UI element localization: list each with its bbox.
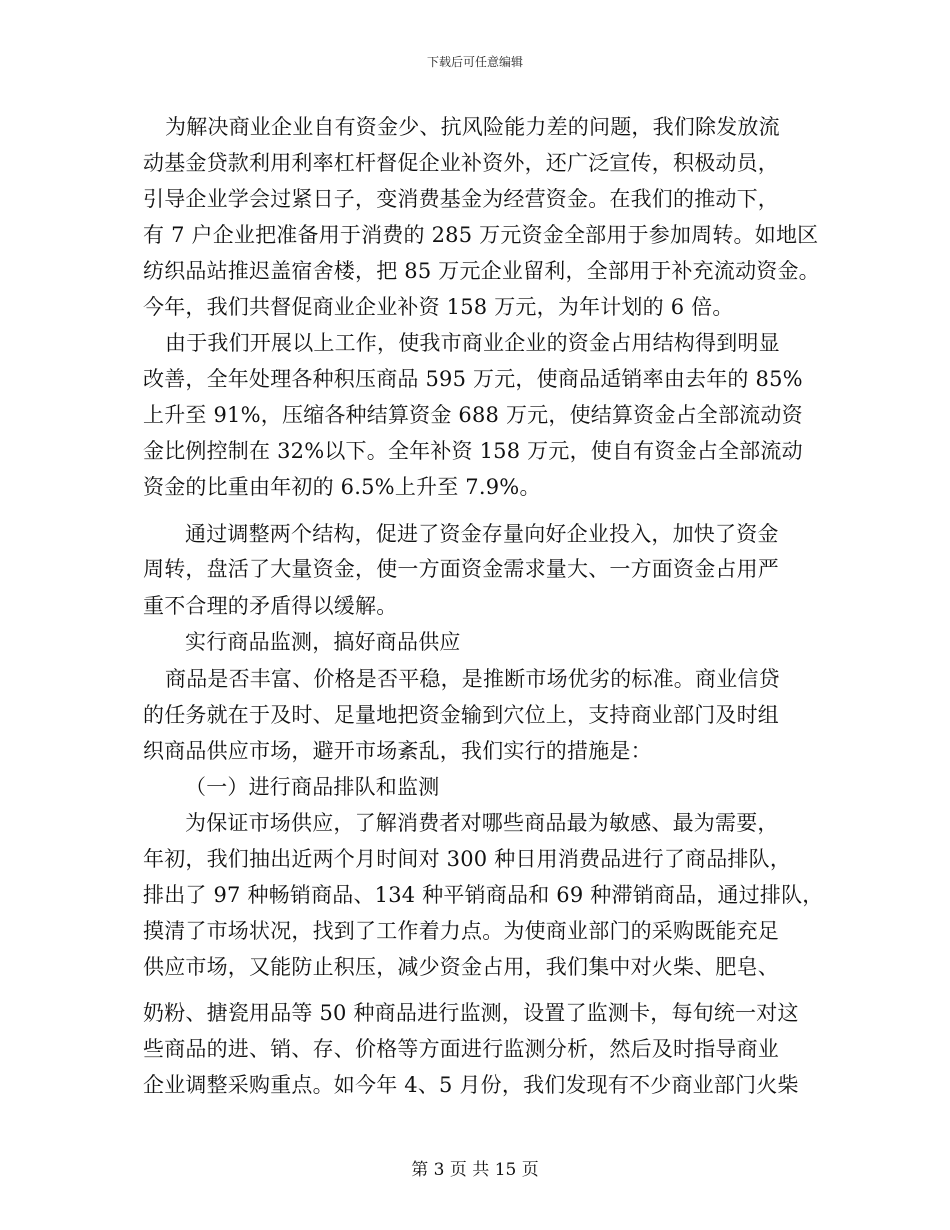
text-line: 资金的比重由年初的 6.5%上升至 7.9%。 (143, 475, 541, 499)
text-line: 金比例控制在 32%以下。全年补资 158 万元，使自有资金占全部流动 (143, 439, 803, 463)
text-line: 年初，我们抽出近两个月时间对 300 种日用消费品进行了商品排队， (143, 847, 792, 871)
text-line: 的任务就在于及时、足量地把资金输到穴位上，支持商业部门及时组 (143, 703, 779, 727)
subsection-heading: （一）进行商品排队和监测 (185, 775, 440, 799)
text-line: 摸清了市场状况，找到了工作着力点。为使商业部门的采购既能充足 (143, 919, 779, 943)
text-line: 织商品供应市场，避开市场紊乱，我们实行的措施是： (143, 739, 652, 763)
text-line: 纺织品站推迟盖宿舍楼，把 85 万元企业留利，全部用于补充流动资金。 (143, 259, 820, 283)
text-line: 改善，全年处理各种积压商品 595 万元，使商品适销率由去年的 85% (143, 367, 803, 391)
text-line: 周转，盘活了大量资金，使一方面资金需求量大、一方面资金占用严 (143, 557, 779, 581)
text-line: 企业调整采购重点。如今年 4、5 月份，我们发现有不少商业部门火柴 (143, 1073, 799, 1097)
section-heading: 实行商品监测，搞好商品供应 (185, 630, 461, 654)
text-line: 供应市场，又能防止积压，减少资金占用，我们集中对火柴、肥皂、 (143, 955, 779, 979)
text-line: 为保证市场供应，了解消费者对哪些商品最为敏感、最为需要， (185, 811, 779, 835)
text-line: 由于我们开展以上工作，使我市商业企业的资金占用结构得到明显 (165, 331, 780, 355)
page-footer: 第 3 页 共 15 页 (411, 1160, 539, 1180)
text-line: 通过调整两个结构，促进了资金存量向好企业投入，加快了资金 (185, 522, 779, 546)
page-header: 下载后可任意编辑 (426, 55, 523, 69)
text-line: 商品是否丰富、价格是否平稳，是推断市场优劣的标准。商业信贷 (165, 667, 780, 691)
text-line: 今年，我们共督促商业企业补资 158 万元，为年计划的 6 倍。 (143, 295, 734, 319)
text-line: 有 7 户企业把准备用于消费的 285 万元资金全部用于参加周转。如地区 (143, 223, 819, 247)
text-line: 上升至 91%，压缩各种结算资金 688 万元，使结算资金占全部流动资 (143, 403, 803, 427)
text-line: 重不合理的矛盾得以缓解。 (143, 594, 398, 618)
text-line: 排出了 97 种畅销商品、134 种平销商品和 69 种滞销商品，通过排队， (143, 883, 824, 907)
text-line: 些商品的进、销、存、价格等方面进行监测分析，然后及时指导商业 (143, 1037, 779, 1061)
text-line: 动基金贷款利用利率杠杆督促企业补资外，还广泛宣传，积极动员， (143, 151, 779, 175)
text-line: 引导企业学会过紧日子，变消费基金为经营资金。在我们的推动下， (143, 187, 779, 211)
text-line: 为解决商业企业自有资金少、抗风险能力差的问题，我们除发放流 (165, 115, 780, 139)
text-line: 奶粉、搪瓷用品等 50 种商品进行监测，设置了监测卡，每旬统一对这 (143, 1001, 799, 1025)
